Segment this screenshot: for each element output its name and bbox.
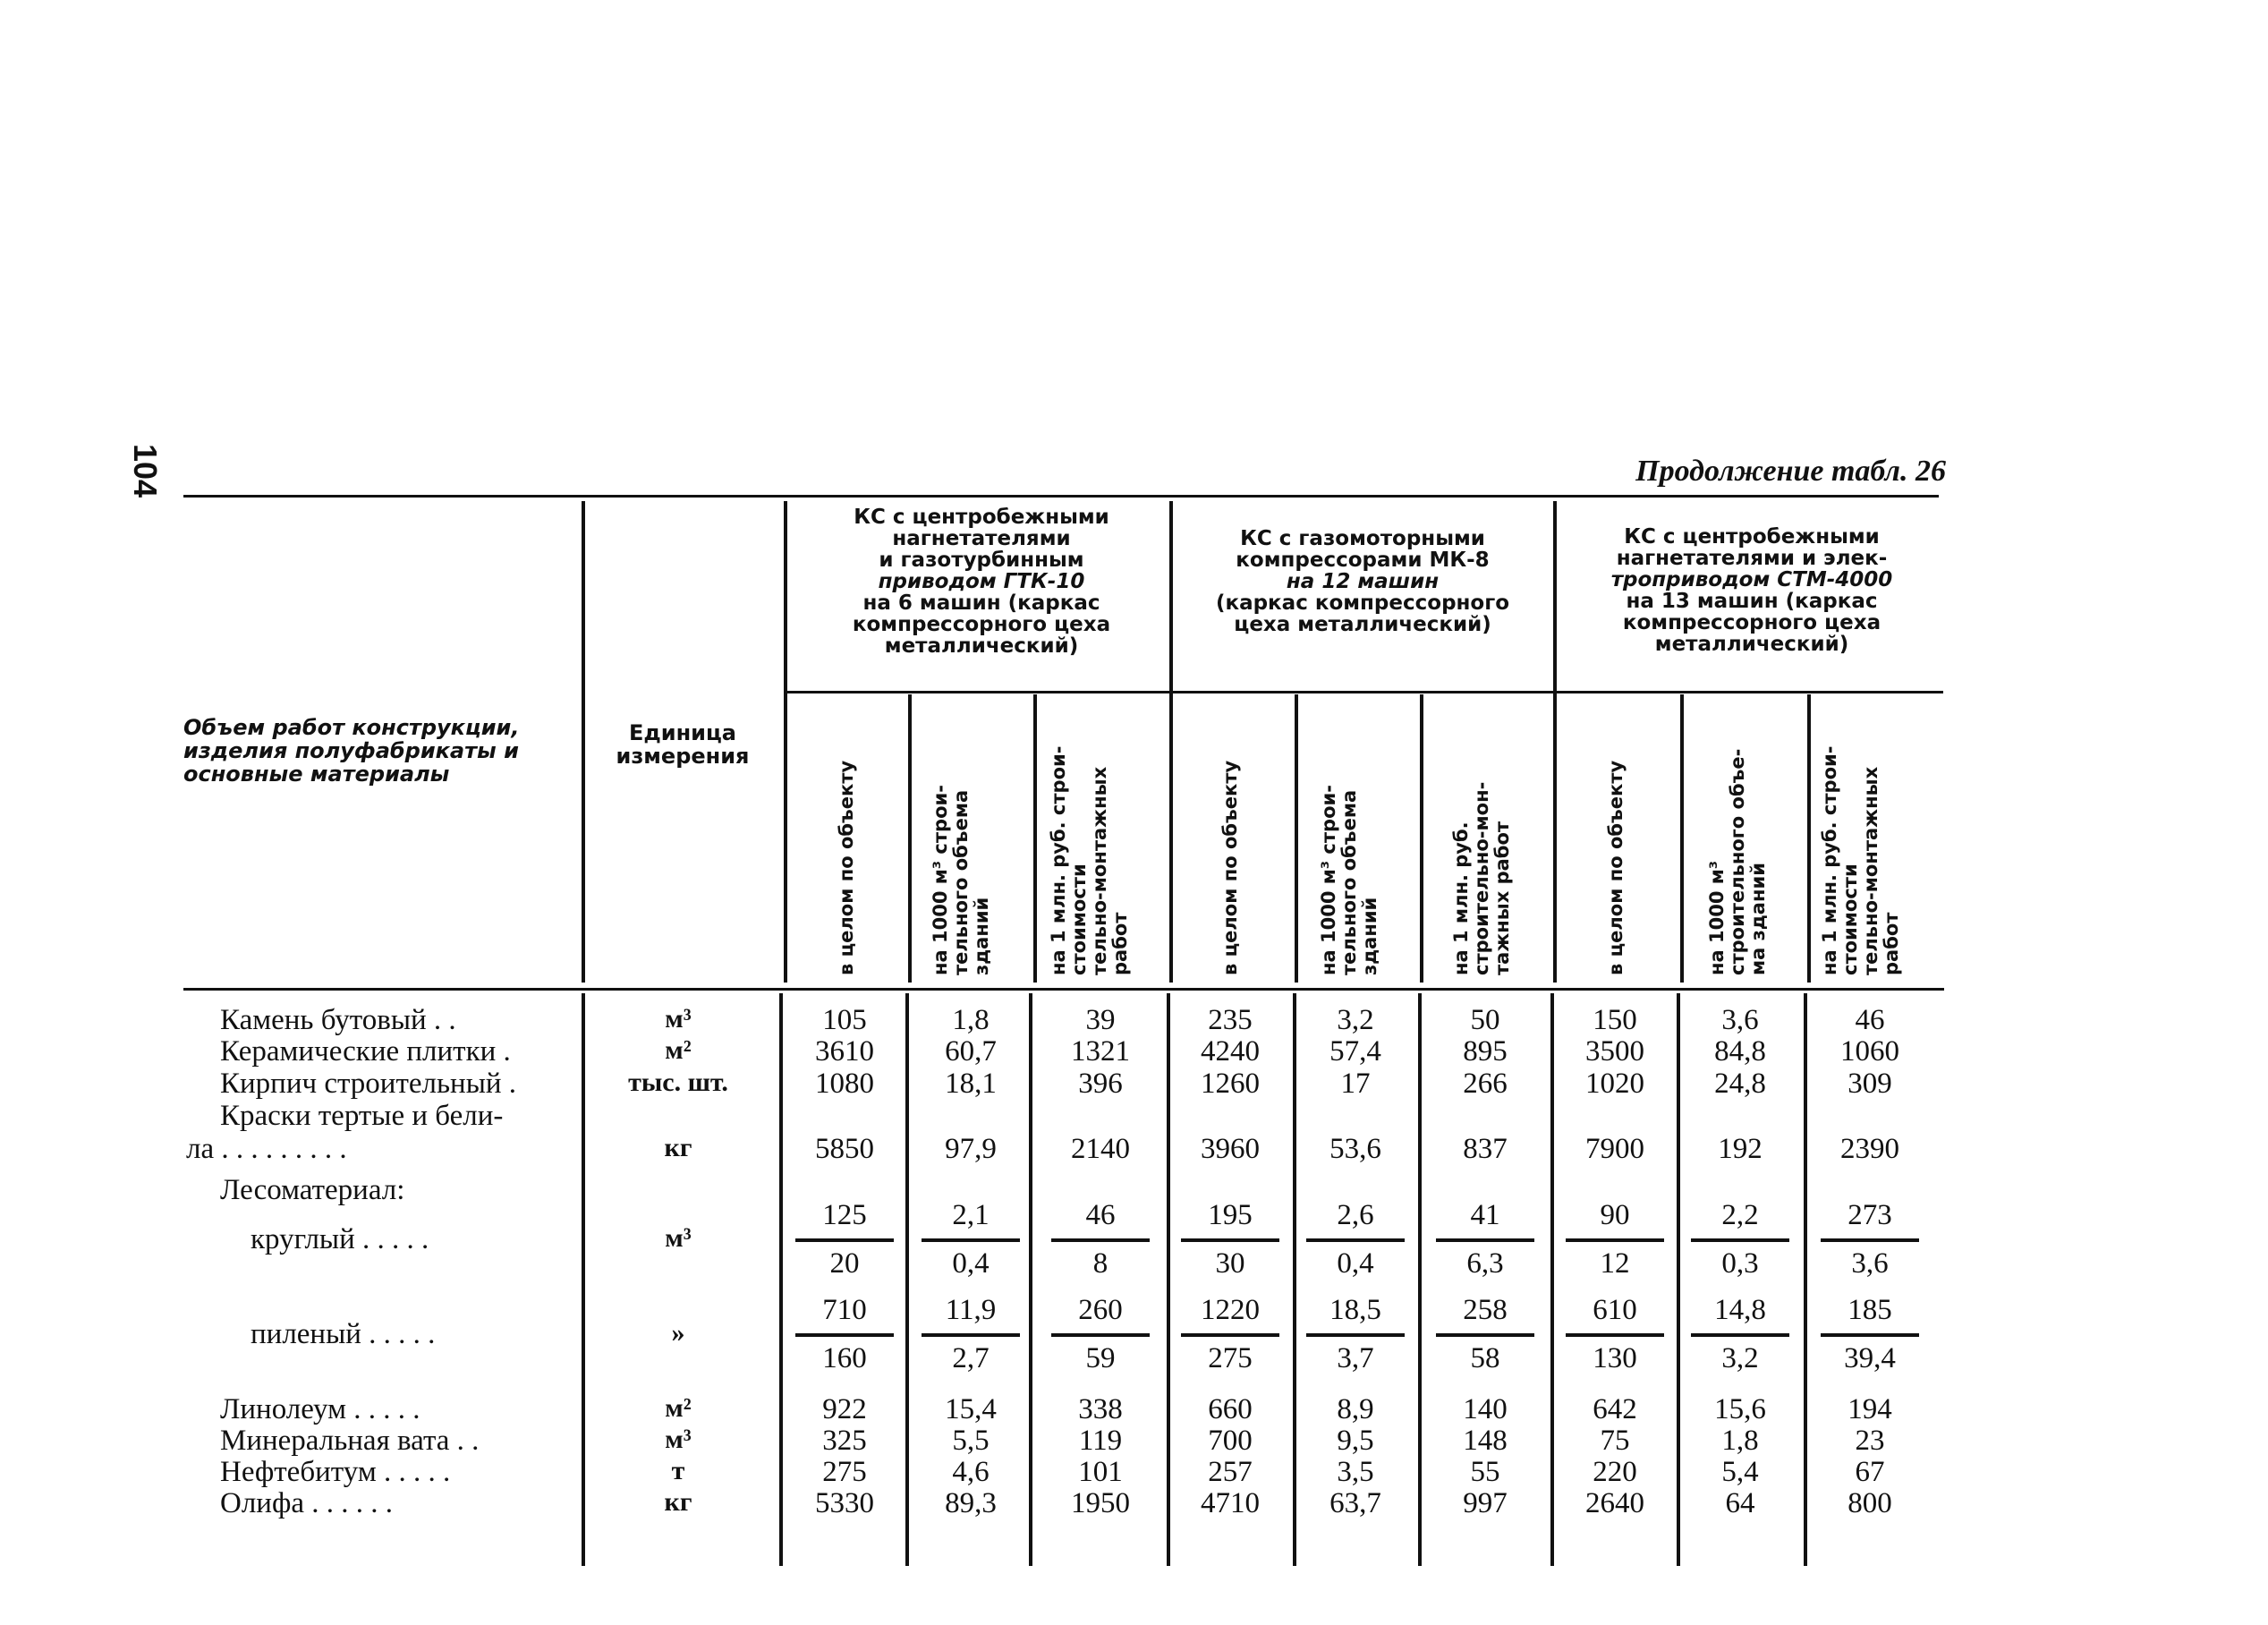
col-divider-g2-sub [1295,694,1298,983]
table-cell: 4240 [1201,1035,1260,1068]
table-cell: 63,7 [1329,1487,1381,1519]
fraction-line [1436,1333,1534,1337]
table-cell: 1020 [1585,1068,1644,1100]
table-cell: 266 [1463,1068,1508,1100]
table-cell: 1,8 [1721,1425,1759,1457]
table-cell: 3,2 [1337,1004,1374,1036]
group-header-mk8: КС с газомоторными компрессорами МК-8 на 12 машин (каркас компрессорного цеха металлический) [1215,527,1510,636]
body-divider [1418,993,1422,1566]
table-cell: 4,6 [952,1456,990,1488]
header-unit-column: Единица измерения [616,720,750,769]
table-cell: 119 [1078,1425,1123,1457]
table-top-rule [183,495,1939,498]
cell-denominator: 20 [829,1247,860,1280]
row-unit: м³ [665,1425,692,1454]
table-cell: 60,7 [945,1035,997,1068]
col-divider-g3-sub [1807,694,1811,983]
col-divider-group3 [1553,501,1557,983]
body-divider [1293,993,1296,1566]
cell-numerator: 90 [1600,1199,1630,1231]
table-cell: 5330 [815,1487,874,1519]
table-cell: 57,4 [1329,1035,1381,1068]
table-cell: 105 [822,1004,867,1036]
col-divider-g1-sub [1033,694,1037,983]
cell-numerator: 125 [822,1199,867,1231]
table-cell: 3,5 [1337,1456,1374,1488]
table-cell: 84,8 [1714,1035,1766,1068]
fraction-line [1181,1333,1279,1337]
table-cell: 67 [1855,1456,1885,1488]
table-cell: 1080 [815,1068,874,1100]
cell-numerator: 258 [1463,1294,1508,1326]
cell-denominator: 6,3 [1466,1247,1504,1280]
table-cell: 9,5 [1337,1425,1374,1457]
row-unit: » [671,1318,685,1348]
page-number: 104 [127,443,164,498]
row-label: Лесоматериал: [220,1174,405,1206]
fraction-line [1051,1333,1150,1337]
table-cell: 3500 [1585,1035,1644,1068]
row-label: Камень бутовый . . [220,1004,456,1036]
cell-denominator: 30 [1215,1247,1245,1280]
header-first-column: Объем работ конструкции, изделия полуфабрикаты и основные материалы [183,715,520,787]
fraction-line [1181,1238,1279,1242]
col-divider-g2-sub [1420,694,1423,983]
table-cell: 642 [1593,1393,1637,1425]
cell-numerator: 46 [1085,1199,1116,1231]
row-label: Керамические плитки . [220,1035,511,1068]
cell-denominator: 0,4 [952,1247,990,1280]
fraction-line [1691,1238,1789,1242]
table-cell: 1260 [1201,1068,1260,1100]
row-label: круглый . . . . . [251,1223,429,1255]
header-bottom-rule [183,988,1944,991]
table-cell: 46 [1855,1004,1885,1036]
row-label: Олифа . . . . . . [220,1487,393,1519]
table-cell: 275 [822,1456,867,1488]
table-cell: 2140 [1071,1133,1130,1165]
table-cell: 140 [1463,1393,1508,1425]
cell-numerator: 195 [1208,1199,1253,1231]
cell-numerator: 14,8 [1714,1294,1766,1326]
table-cell: 17 [1340,1068,1371,1100]
body-divider [1677,993,1680,1566]
table-cell: 5,4 [1721,1456,1759,1488]
body-divider [1167,993,1170,1566]
col-divider-g1-sub [908,694,912,983]
table-cell: 1,8 [952,1004,990,1036]
cell-denominator: 0,3 [1721,1247,1759,1280]
fraction-line [922,1333,1020,1337]
table-cell: 5850 [815,1133,874,1165]
table-cell: 2390 [1840,1133,1899,1165]
table-cell: 3610 [815,1035,874,1068]
table-cell: 39 [1085,1004,1116,1036]
row-label: Кирпич строительный . [220,1068,517,1100]
table-cell: 53,6 [1329,1133,1381,1165]
fraction-line [1566,1238,1664,1242]
cell-denominator: 160 [822,1342,867,1374]
table-cell: 150 [1593,1004,1637,1036]
fraction-line [922,1238,1020,1242]
table-cell: 64 [1725,1487,1755,1519]
cell-numerator: 2,6 [1337,1199,1374,1231]
table-cell: 4710 [1201,1487,1260,1519]
cell-denominator: 58 [1470,1342,1500,1374]
row-label: ла . . . . . . . . . [186,1133,347,1165]
table-cell: 235 [1208,1004,1253,1036]
body-divider [1029,993,1032,1566]
table-cell: 660 [1208,1393,1253,1425]
row-label: Линолеум . . . . . [220,1393,420,1425]
table-cell: 3960 [1201,1133,1260,1165]
fraction-line [1566,1333,1664,1337]
table-cell: 194 [1848,1393,1892,1425]
fraction-line [795,1333,894,1337]
cell-denominator: 3,6 [1851,1247,1889,1280]
fraction-line [1051,1238,1150,1242]
fraction-line [1691,1333,1789,1337]
table-cell: 5,5 [952,1425,990,1457]
cell-numerator: 260 [1078,1294,1123,1326]
cell-numerator: 41 [1470,1199,1500,1231]
row-unit: м² [665,1393,692,1423]
body-divider [1804,993,1807,1566]
row-label-line: Краски тертые и бели- [220,1100,504,1132]
cell-denominator: 130 [1593,1342,1637,1374]
group-header-gtk10: КС с центробежными нагнетателями и газотурбинным приводом ГТК-10 на 6 машин (каркас компрессорного цеха металлический) [852,506,1111,658]
cell-numerator: 2,2 [1721,1199,1759,1231]
cell-numerator: 710 [822,1294,867,1326]
cell-denominator: 275 [1208,1342,1253,1374]
cell-numerator: 18,5 [1329,1294,1381,1326]
row-unit: тыс. шт. [628,1068,728,1097]
table-cell: 257 [1208,1456,1253,1488]
cell-numerator: 2,1 [952,1199,990,1231]
group-header-stm4000: КС с центробежными нагнетателями и элек- троприводом СТМ-4000 на 13 машин (каркас компрессорного цеха металлический) [1610,525,1893,656]
col-divider-g3-sub [1680,694,1684,983]
row-unit: кг [664,1133,692,1162]
cell-denominator: 12 [1600,1247,1630,1280]
group-subheader-rule [787,691,1943,693]
table-cell: 220 [1593,1456,1637,1488]
table-cell: 800 [1848,1487,1892,1519]
table-cell: 97,9 [945,1133,997,1165]
table-cell: 55 [1470,1456,1500,1488]
table-cell: 192 [1718,1133,1763,1165]
continuation-title: Продолжение табл. 26 [1635,455,1946,488]
fraction-line [1306,1333,1405,1337]
col-divider-group1 [784,501,787,983]
row-label: пиленый . . . . . [251,1318,436,1350]
row-unit: т [671,1456,685,1485]
table-cell: 2640 [1585,1487,1644,1519]
table-cell: 7900 [1585,1133,1644,1165]
col-divider-group2 [1169,501,1173,983]
table-cell: 75 [1600,1425,1630,1457]
fraction-line [1306,1238,1405,1242]
cell-numerator: 1220 [1201,1294,1260,1326]
row-unit: кг [664,1487,692,1517]
row-unit: м² [665,1035,692,1065]
cell-denominator: 0,4 [1337,1247,1374,1280]
table-cell: 148 [1463,1425,1508,1457]
table-cell: 3,6 [1721,1004,1759,1036]
table-cell: 1321 [1071,1035,1130,1068]
row-unit: м³ [665,1223,692,1253]
fraction-line [1821,1238,1919,1242]
row-label: Минеральная вата . . [220,1425,480,1457]
body-divider [779,993,783,1566]
table-cell: 309 [1848,1068,1892,1100]
table-cell: 700 [1208,1425,1253,1457]
cell-denominator: 39,4 [1844,1342,1896,1374]
body-divider-unit [582,993,585,1566]
col-divider-unit [582,501,585,983]
fraction-line [1821,1333,1919,1337]
table-cell: 15,4 [945,1393,997,1425]
table-cell: 325 [822,1425,867,1457]
table-cell: 997 [1463,1487,1508,1519]
row-unit: м³ [665,1004,692,1034]
table-cell: 338 [1078,1393,1123,1425]
cell-numerator: 273 [1848,1199,1892,1231]
cell-denominator: 59 [1085,1342,1116,1374]
cell-denominator: 8 [1092,1247,1109,1280]
table-cell: 396 [1078,1068,1123,1100]
cell-denominator: 2,7 [952,1342,990,1374]
table-cell: 24,8 [1714,1068,1766,1100]
cell-denominator: 3,7 [1337,1342,1374,1374]
table-cell: 837 [1463,1133,1508,1165]
cell-denominator: 3,2 [1721,1342,1759,1374]
table-cell: 8,9 [1337,1393,1374,1425]
table-cell: 1950 [1071,1487,1130,1519]
body-divider [905,993,909,1566]
table-cell: 18,1 [945,1068,997,1100]
table-cell: 895 [1463,1035,1508,1068]
table-cell: 101 [1078,1456,1123,1488]
cell-numerator: 11,9 [945,1294,997,1326]
table-cell: 50 [1470,1004,1500,1036]
row-label: Нефтебитум . . . . . [220,1456,451,1488]
table-cell: 922 [822,1393,867,1425]
table-cell: 15,6 [1714,1393,1766,1425]
fraction-line [795,1238,894,1242]
cell-numerator: 610 [1593,1294,1637,1326]
table-cell: 89,3 [945,1487,997,1519]
cell-numerator: 185 [1848,1294,1892,1326]
table-cell: 23 [1855,1425,1885,1457]
fraction-line [1436,1238,1534,1242]
table-cell: 1060 [1840,1035,1899,1068]
body-divider [1550,993,1554,1566]
